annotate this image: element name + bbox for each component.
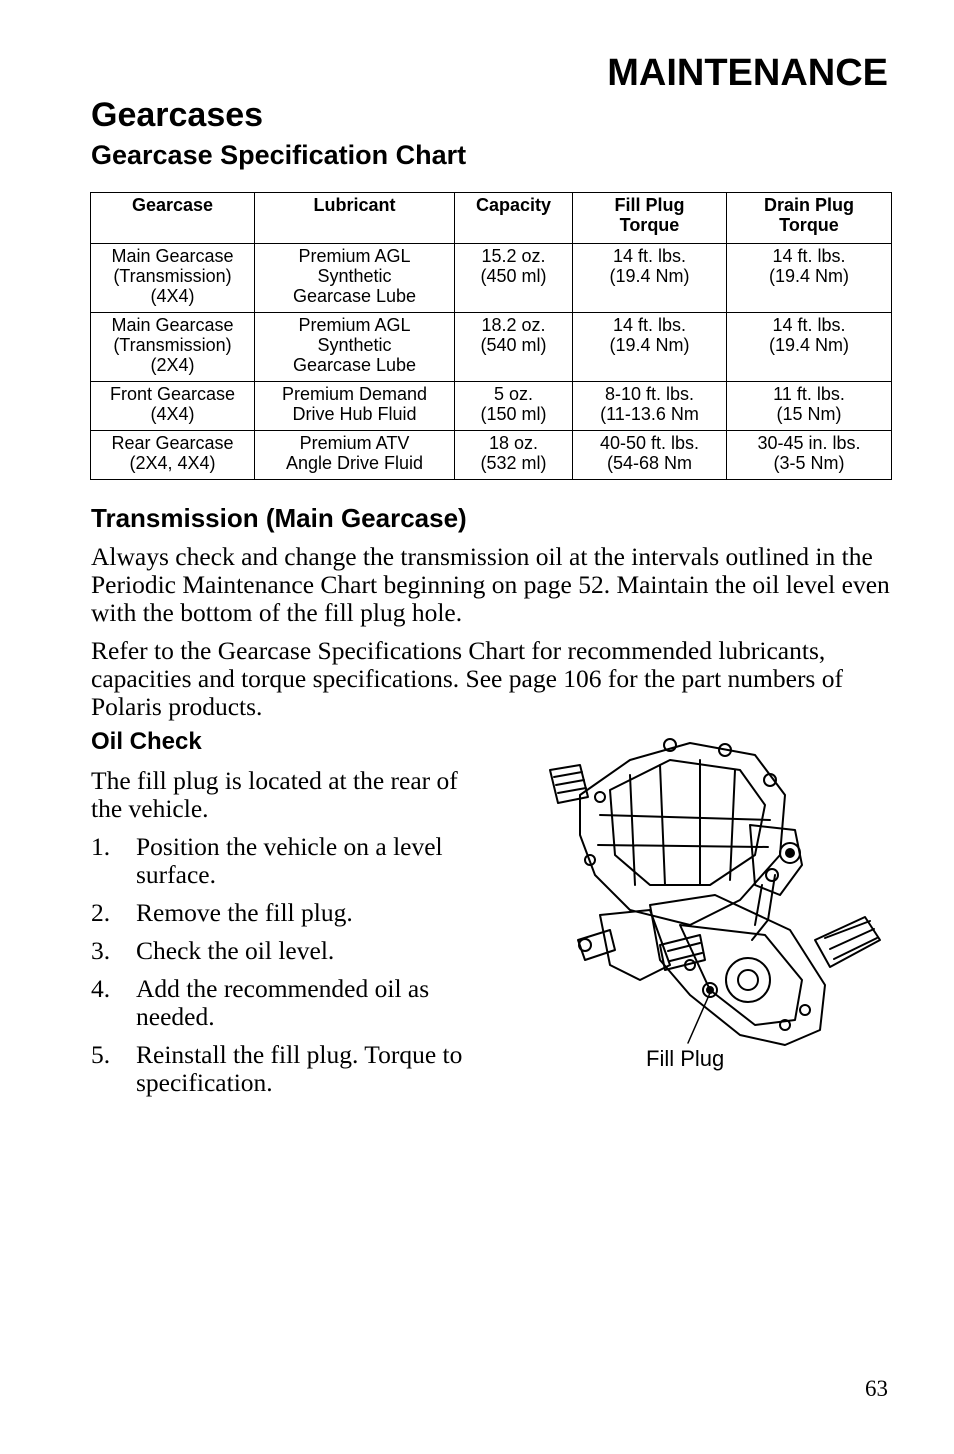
cell-line: (450 ml): [480, 266, 547, 286]
step-text: Check the oil level.: [136, 936, 335, 965]
column-header-gearcase: [91, 193, 255, 244]
cell-capacity: [455, 431, 573, 480]
chart-heading: Gearcase Specification Chart: [91, 140, 467, 170]
cell-line: (54-68 Nm: [606, 453, 693, 473]
header-line: Torque: [779, 215, 839, 235]
section-title: MAINTENANCE: [607, 52, 888, 94]
cell-fill-plug-torque: [573, 313, 727, 382]
cell-line: Main Gearcase: [111, 246, 234, 266]
oil-check-steps: [91, 833, 481, 1107]
cell-line: (532 ml): [480, 453, 547, 473]
cell-line: Premium AGL: [298, 315, 411, 335]
header-line: Torque: [619, 215, 680, 235]
cell-line: Main Gearcase: [111, 315, 234, 335]
gearcase-spec-table: [90, 192, 892, 480]
cell-line: Premium ATV: [299, 433, 410, 453]
transmission-heading: Transmission (Main Gearcase): [91, 503, 467, 533]
cell-drain-plug-torque: [727, 244, 892, 313]
table-header-row: [91, 193, 892, 244]
cell-line: (2X4): [150, 355, 195, 375]
header-line: Drain Plug: [763, 195, 854, 215]
table-row: [91, 244, 892, 313]
cell-line: 14 ft. lbs.: [772, 246, 846, 266]
cell-lubricant: [255, 382, 455, 431]
step-number: 2.: [91, 898, 111, 927]
cell-fill-plug-torque: [573, 244, 727, 313]
cell-line: (19.4 Nm): [609, 266, 690, 286]
cell-line: 11 ft. lbs.: [773, 384, 845, 404]
cell-capacity: [455, 244, 573, 313]
cell-line: Synthetic: [317, 266, 392, 286]
left-shaft-icon: [550, 765, 588, 803]
oil-check-heading: Oil Check: [91, 728, 202, 755]
list-item: [91, 899, 481, 927]
column-header-lubricant: [255, 193, 455, 244]
cell-fill-plug-torque: [573, 431, 727, 480]
cell-line: Premium Demand: [281, 384, 428, 404]
fill-plug-leader-line: [688, 993, 710, 1043]
cell-line: (15 Nm): [776, 404, 842, 424]
table-row: [91, 313, 892, 382]
page-heading: Gearcases: [91, 96, 264, 134]
cell-line: Drive Hub Fluid: [292, 404, 417, 424]
cell-gearcase: [91, 382, 255, 431]
cell-line: (19.4 Nm): [609, 335, 690, 355]
cell-line: Premium AGL: [298, 246, 411, 266]
list-item: [91, 937, 481, 965]
cell-line: (11-13.6 Nm: [600, 404, 699, 424]
step-number: 3.: [91, 936, 111, 965]
cell-gearcase: [91, 313, 255, 382]
column-header-drain-plug-torque: [727, 193, 892, 244]
cell-line: Gearcase Lube: [292, 355, 417, 375]
cell-line: Synthetic: [317, 335, 392, 355]
cell-line: (150 ml): [480, 404, 547, 424]
cell-line: Gearcase Lube: [292, 286, 417, 306]
cell-line: 18.2 oz.: [481, 315, 546, 335]
lower-mounts-icon: [578, 910, 705, 980]
cell-line: (19.4 Nm): [768, 266, 849, 286]
transmission-paragraph-2: Refer to the Gearcase Specifications Chart for recommended lubricants, capacities and torque specifications. See page 106 for the part numbers of Polaris products.: [91, 636, 843, 721]
cell-drain-plug-torque: [727, 382, 892, 431]
cell-gearcase: [91, 244, 255, 313]
cell-line: (3-5 Nm): [773, 453, 845, 473]
cell-lubricant: [255, 313, 455, 382]
cell-line: (Transmission): [113, 335, 232, 355]
cell-line: Rear Gearcase: [111, 433, 234, 453]
list-item: [91, 833, 481, 889]
cell-line: (2X4, 4X4): [129, 453, 216, 473]
gearcase-illustration-icon: [540, 735, 890, 1080]
step-number: 5.: [91, 1040, 111, 1069]
cell-line: (Transmission): [113, 266, 232, 286]
step-number: 4.: [91, 974, 111, 1003]
page-number: 63: [865, 1376, 888, 1401]
cell-line: 40-50 ft. lbs.: [599, 433, 700, 453]
header-line: Lubricant: [313, 195, 396, 215]
header-line: Fill Plug: [614, 195, 685, 215]
header-line: Gearcase: [131, 195, 214, 215]
cell-line: 18 oz.: [488, 433, 539, 453]
step-text: Position the vehicle on a level surface.: [136, 832, 443, 889]
cell-capacity: [455, 382, 573, 431]
cell-gearcase: [91, 431, 255, 480]
header-line: Capacity: [475, 195, 552, 215]
cell-line: 5 oz.: [493, 384, 534, 404]
right-shaft-icon: [815, 917, 880, 967]
cell-line: 14 ft. lbs.: [612, 315, 687, 335]
list-item: [91, 1041, 481, 1097]
cell-line: (4X4): [150, 404, 195, 424]
cell-fill-plug-torque: [573, 382, 727, 431]
cell-line: (4X4): [150, 286, 195, 306]
column-header-capacity: [455, 193, 573, 244]
cell-line: 15.2 oz.: [481, 246, 546, 266]
cell-line: 14 ft. lbs.: [612, 246, 687, 266]
list-item: [91, 975, 481, 1031]
transmission-paragraph-1: Always check and change the transmission oil at the intervals outlined in the Periodic Maintenance Chart beginning on page 52. Maintain the oil level even with the bottom of the fill plug hole.: [91, 542, 890, 627]
step-text: Remove the fill plug.: [136, 898, 353, 927]
cell-drain-plug-torque: [727, 431, 892, 480]
cell-line: (19.4 Nm): [768, 335, 849, 355]
step-text: Reinstall the fill plug. Torque to specification.: [136, 1040, 463, 1097]
cell-lubricant: [255, 431, 455, 480]
table-row: [91, 382, 892, 431]
cell-line: Angle Drive Fluid: [285, 453, 424, 473]
column-header-fill-plug-torque: [573, 193, 727, 244]
cell-line: Front Gearcase: [109, 384, 236, 404]
cell-line: 30-45 in. lbs.: [757, 433, 861, 453]
oil-check-intro: The fill plug is located at the rear of the vehicle.: [91, 766, 458, 823]
fill-plug-callout: Fill Plug: [646, 1046, 725, 1071]
cell-line: 8-10 ft. lbs.: [604, 384, 695, 404]
cell-drain-plug-torque: [727, 313, 892, 382]
table-row: [91, 431, 892, 480]
cell-line: (540 ml): [480, 335, 547, 355]
cell-line: 14 ft. lbs.: [772, 315, 846, 335]
cell-lubricant: [255, 244, 455, 313]
step-number: 1.: [91, 832, 111, 861]
lower-gearbox-icon: [650, 895, 825, 1045]
cell-capacity: [455, 313, 573, 382]
step-text: Add the recommended oil as needed.: [136, 974, 430, 1031]
main-housing-icon: [580, 739, 785, 925]
